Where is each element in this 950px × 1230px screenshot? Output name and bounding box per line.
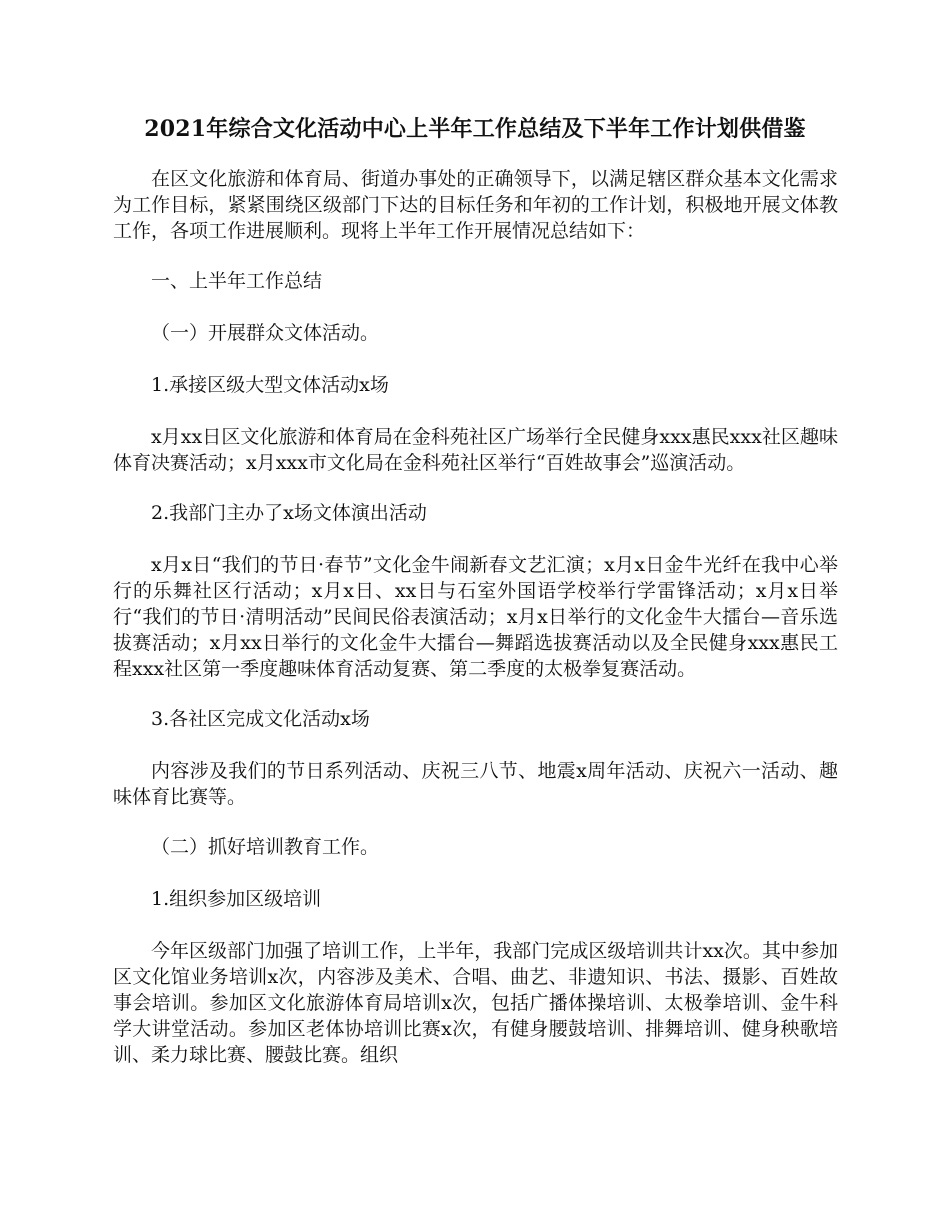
item-paragraph-4: 今年区级部门加强了培训工作，上半年，我部门完成区级培训共计xx次。其中参加区文化馆业务培训x次，内容涉及美术、合唱、曲艺、非遗知识、书法、摄影、百姓故事会培训。参加区文化旅游体育局培训x次，包括广播体操培训、太极拳培训、金牛科学大讲堂活动。参加区老体协培训比赛x次，有健身腰鼓培训、排舞培训、健身秧歌培训、柔力球比赛、腰鼓比赛。组织 (113, 940, 838, 1066)
item-heading-3: 3.各社区完成文化活动x场 (151, 708, 370, 730)
document-title: 2021年综合文化活动中心上半年工作总结及下半年工作计划供借鉴 (144, 116, 806, 142)
intro-paragraph: 在区文化旅游和体育局、街道办事处的正确领导下，以满足辖区群众基本文化需求为工作目标，紧紧围绕区级部门下达的目标任务和年初的工作计划，积极地开展文体教工作，各项工作进展顺利。现将上半年工作开展情况总结如下： (113, 168, 838, 242)
subsection-heading-2: （二）抓好培训教育工作。 (151, 836, 380, 858)
item-paragraph-1: x月xx日区文化旅游和体育局在金科苑社区广场举行全民健身xxx惠民xxx社区趣味体育决赛活动；x月xxx市文化局在金科苑社区举行“百姓故事会”巡演活动。 (113, 426, 838, 474)
item-heading-2: 2.我部门主办了x场文体演出活动 (151, 502, 427, 524)
item-heading-1: 1.承接区级大型文体活动x场 (151, 374, 389, 396)
item-paragraph-3: 内容涉及我们的节日系列活动、庆祝三八节、地震x周年活动、庆祝六一活动、趣味体育比赛等。 (113, 760, 838, 808)
document-body (113, 166, 838, 1092)
item-paragraph-2: x月x日“我们的节日·春节”文化金牛闹新春文艺汇演；x月x日金牛光纤在我中心举行的乐舞社区行活动；x月x日、xx日与石室外国语学校举行学雷锋活动；x月x日举行“我们的节日·清明活动”民间民俗表演活动；x月x日举行的文化金牛大擂台—音乐选拔赛活动；x月xx日举行的文化金牛大擂台—舞蹈选拔赛活动以及全民健身xxx惠民工程xxx社区第一季度趣味体育活动复赛、第二季度的太极拳复赛活动。 (113, 554, 838, 680)
subsection-heading-1: （一）开展群众文体活动。 (151, 322, 380, 344)
section-heading-1: 一、上半年工作总结 (151, 270, 323, 292)
item-heading-4: 1.组织参加区级培训 (151, 888, 322, 910)
